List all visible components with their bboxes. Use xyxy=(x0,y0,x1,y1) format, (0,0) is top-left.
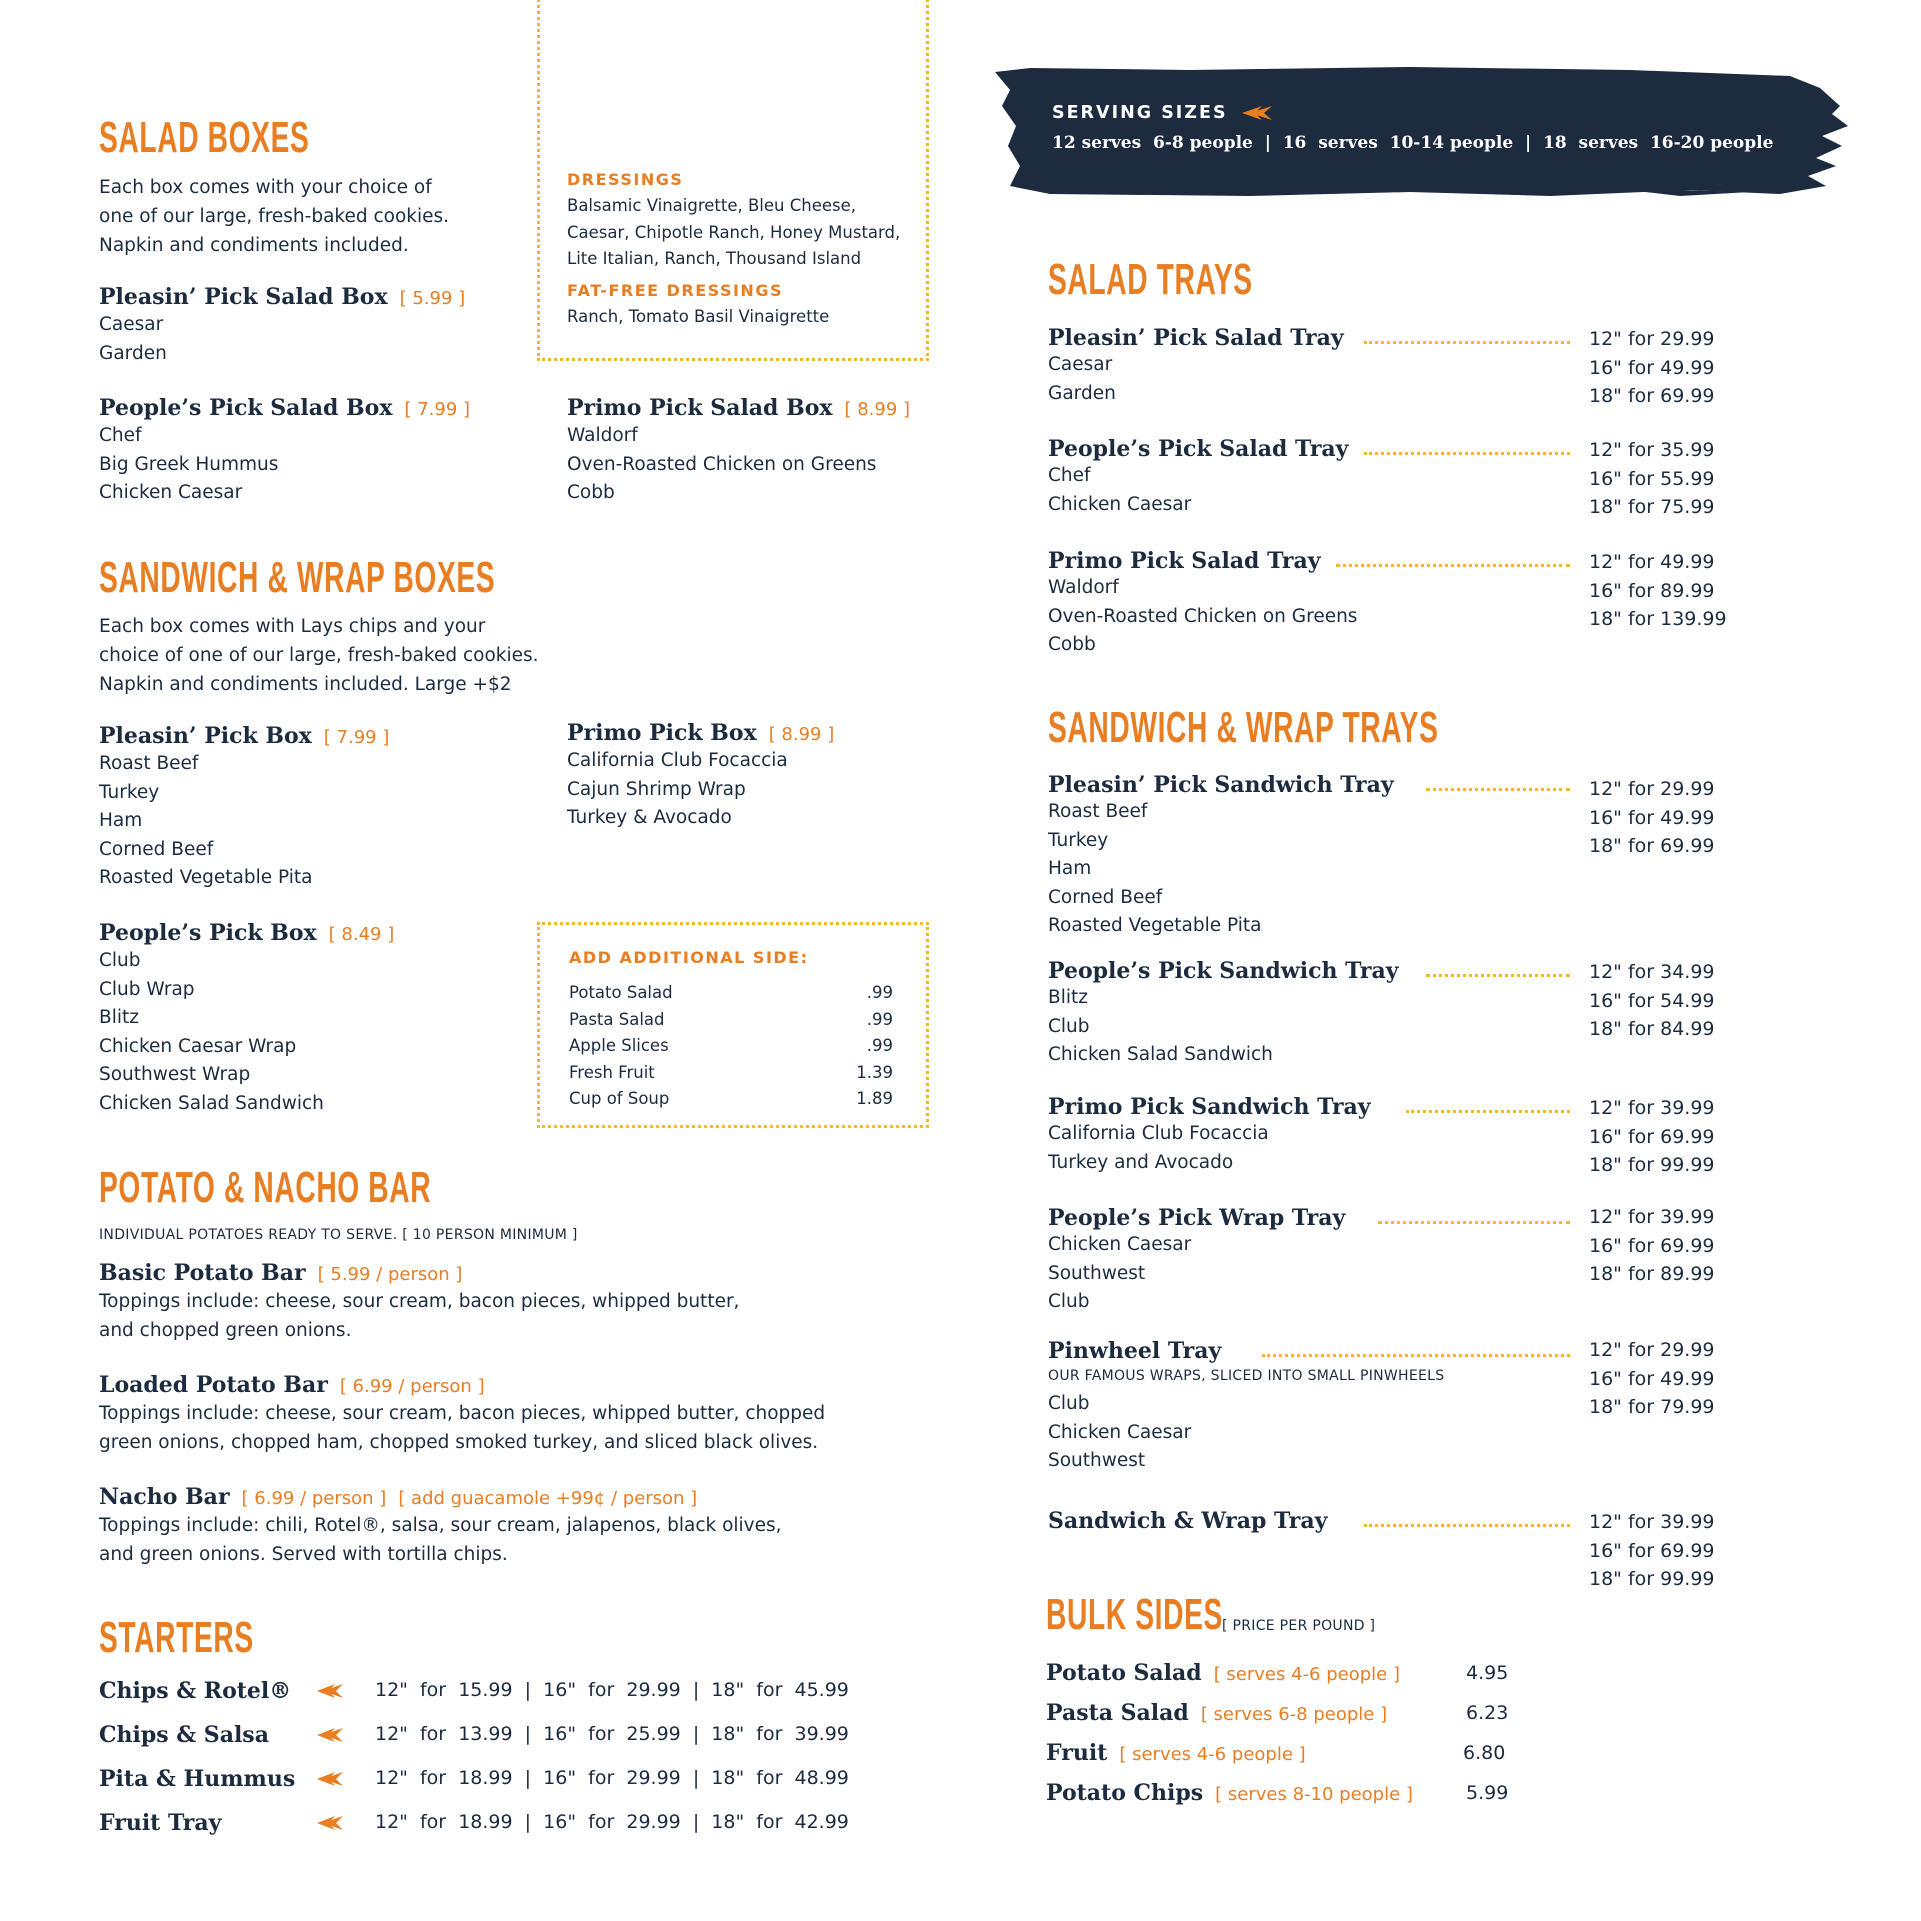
list-item: Southwest xyxy=(1048,1450,1146,1471)
bulk-side-price: 5.99 xyxy=(1466,1782,1509,1804)
bulk-side-row xyxy=(1046,1780,1413,1806)
pleasin-pick-sandwich-tray xyxy=(1048,772,1394,941)
list-item: Fresh Fruit 1.39 xyxy=(569,1062,893,1082)
size-prices: 12" for 39.99 16" for 69.99 18" for 99.99 xyxy=(1589,1511,1715,1590)
serves-note: [ serves 4-6 people ] xyxy=(1119,1744,1306,1765)
pinwheel-tray xyxy=(1048,1338,1444,1476)
list-item: Potato Salad .99 xyxy=(569,983,893,1002)
sandwich-boxes-heading: SANDWICH & WRAP BOXES xyxy=(99,553,496,602)
peoples-pick-salad-tray xyxy=(1048,436,1348,519)
guacamole-addon-price: [ add guacamole +99¢ / person ] xyxy=(398,1488,698,1509)
size-prices: 12" for 39.99 16" for 69.99 18" for 99.99 xyxy=(1589,1097,1715,1176)
fat-free-dressings-list: Ranch, Tomato Basil Vinaigrette xyxy=(567,306,830,326)
additional-side-heading: ADD ADDITIONAL SIDE: xyxy=(569,948,809,967)
list-item: Waldorf xyxy=(567,425,638,446)
list-item: Club xyxy=(1048,1291,1090,1312)
arrow-icon xyxy=(317,1683,343,1699)
starter-name: Pita & Hummus xyxy=(99,1766,296,1792)
loaded-potato-bar: Loaded Potato Bar [ 6.99 / person ] Toppings include: cheese, sour cream, bacon pieces, whipped butter, chopped green onions, chopped ham, chopped smoked turkey, and sliced black olives. xyxy=(99,1372,826,1453)
list-item: Southwest xyxy=(1048,1262,1146,1284)
primo-pick-salad-tray xyxy=(1048,548,1357,660)
item-name: People’s Pick Box xyxy=(99,920,317,946)
item-price: [ 8.49 ] xyxy=(328,924,395,945)
item-price: [ 7.99 ] xyxy=(323,727,390,748)
starter-name: Chips & Rotel® xyxy=(99,1678,292,1704)
item-price: [ 5.99 ] xyxy=(399,288,466,309)
starter-prices: 12" for 15.99 | 16" for 29.99 | 18" for 45.99 xyxy=(375,1679,849,1701)
pleasin-pick-salad-tray xyxy=(1048,325,1344,408)
item-price: [ 8.99 ] xyxy=(768,724,835,745)
list-item: Turkey and Avocado xyxy=(1048,1151,1234,1173)
item-name: People’s Pick Wrap Tray xyxy=(1048,1205,1346,1231)
item-price: [ 5.99 / person ] xyxy=(317,1264,463,1285)
list-item: Oven-Roasted Chicken on Greens xyxy=(1048,605,1358,627)
item-price: [ 6.99 / person ] xyxy=(241,1488,387,1509)
bulk-side-row xyxy=(1046,1700,1387,1726)
sandwich-trays-heading: SANDWICH & WRAP TRAYS xyxy=(1048,703,1439,752)
serving-sizes-heading: SERVING SIZES xyxy=(1052,103,1272,123)
size-prices: 12" for 29.99 16" for 49.99 18" for 79.99 xyxy=(1589,1339,1715,1418)
item-name: Pleasin’ Pick Salad Tray xyxy=(1048,325,1344,351)
bulk-side-price: 4.95 xyxy=(1466,1662,1509,1684)
item-name: People’s Pick Salad Box xyxy=(99,395,393,421)
list-item: Caesar xyxy=(99,314,164,335)
size-prices: 12" for 29.99 16" for 49.99 18" for 69.99 xyxy=(1589,328,1715,407)
item-price: [ 7.99 ] xyxy=(404,399,471,420)
dressings-list: Balsamic Vinaigrette, Bleu Cheese, Caesar, Chipotle Ranch, Honey Mustard, Lite Italian, Ranch, Thousand Island xyxy=(567,196,901,268)
size-prices: 12" for 39.99 16" for 69.99 18" for 89.99 xyxy=(1589,1206,1715,1285)
starter-name: Chips & Salsa xyxy=(99,1722,269,1748)
pleasin-pick-salad-box xyxy=(99,284,465,368)
list-item: Ham xyxy=(1048,858,1092,879)
primo-pick-salad-box xyxy=(567,395,910,508)
item-price: [ 8.99 ] xyxy=(844,399,911,420)
additional-side-box xyxy=(537,922,929,1128)
leader-dots xyxy=(1336,564,1570,567)
item-price: [ 6.99 / person ] xyxy=(339,1376,485,1397)
item-name: Potato Chips xyxy=(1046,1780,1204,1806)
list-item: Corned Beef xyxy=(1048,886,1163,908)
list-item: Chicken Caesar Wrap xyxy=(99,1035,297,1057)
serving-sizes-line: 12 serves 6-8 people | 16 serves 10-14 people | 18 serves 16-20 people xyxy=(1052,133,1774,153)
list-item: Cobb xyxy=(1048,634,1096,655)
list-item: Club xyxy=(99,950,141,971)
fat-free-dressings-heading: FAT-FREE DRESSINGS xyxy=(567,280,783,300)
peoples-pick-box xyxy=(99,920,394,1118)
item-name: Primo Pick Sandwich Tray xyxy=(1048,1094,1371,1120)
additional-side-list xyxy=(569,980,893,1113)
dressings-heading: DRESSINGS xyxy=(567,170,684,189)
leader-dots xyxy=(1262,1354,1570,1357)
list-item: Roasted Vegetable Pita xyxy=(99,867,313,888)
list-item: Turkey xyxy=(99,781,160,803)
list-item: Turkey xyxy=(1048,829,1109,851)
list-item: California Club Focaccia xyxy=(1048,1123,1269,1144)
item-name: Primo Pick Salad Box xyxy=(567,395,833,421)
pinwheel-note: OUR FAMOUS WRAPS, SLICED INTO SMALL PINWHEELS xyxy=(1048,1368,1445,1384)
starters-heading: STARTERS xyxy=(99,1613,254,1662)
item-name: People’s Pick Sandwich Tray xyxy=(1048,958,1399,984)
list-item: Garden xyxy=(1048,382,1116,404)
bulk-side-price: 6.80 xyxy=(1463,1742,1506,1764)
starter-row xyxy=(99,1766,859,1792)
size-prices: 12" for 29.99 16" for 49.99 18" for 69.99 xyxy=(1589,778,1715,857)
peoples-pick-sandwich-tray xyxy=(1048,958,1399,1070)
item-name: Primo Pick Salad Tray xyxy=(1048,548,1321,574)
list-item: Roasted Vegetable Pita xyxy=(1048,915,1262,936)
potato-nacho-heading: POTATO & NACHO BAR xyxy=(99,1163,432,1212)
item-name: Sandwich & Wrap Tray xyxy=(1048,1508,1328,1534)
peoples-pick-wrap-tray xyxy=(1048,1205,1345,1317)
size-prices: 12" for 49.99 16" for 89.99 18" for 139.99 xyxy=(1589,551,1727,630)
starter-row xyxy=(99,1810,859,1836)
list-item: Blitz xyxy=(1048,987,1088,1008)
list-item: Waldorf xyxy=(1048,577,1119,598)
item-name: Pinwheel Tray xyxy=(1048,1338,1222,1364)
leader-dots xyxy=(1406,1110,1570,1113)
primo-pick-sandwich-tray xyxy=(1048,1094,1371,1177)
item-name: Pasta Salad xyxy=(1046,1700,1189,1726)
peoples-pick-salad-box xyxy=(99,395,470,508)
list-item: Big Greek Hummus xyxy=(99,453,279,475)
item-name: People’s Pick Salad Tray xyxy=(1048,436,1349,462)
item-name: Pleasin’ Pick Sandwich Tray xyxy=(1048,772,1394,798)
size-prices: 12" for 34.99 16" for 54.99 18" for 84.99 xyxy=(1589,961,1715,1040)
sandwich-wrap-tray xyxy=(1048,1508,1327,1534)
list-item: Cup of Soup 1.89 xyxy=(569,1089,893,1108)
list-item: Cajun Shrimp Wrap xyxy=(567,778,746,800)
bulk-side-price: 6.23 xyxy=(1466,1702,1509,1724)
dressings-section xyxy=(567,170,900,330)
starter-name: Fruit Tray xyxy=(99,1810,222,1836)
list-item: Chicken Caesar xyxy=(1048,1234,1192,1255)
list-item: Roast Beef xyxy=(99,753,199,774)
leader-dots xyxy=(1364,341,1570,344)
potato-bar-note: INDIVIDUAL POTATOES READY TO SERVE. [ 10 PERSON MINIMUM ] xyxy=(99,1227,578,1243)
sandwich-boxes-description: Each box comes with Lays chips and your choice of one of our large, fresh-baked cookies. Napkin and condiments included. Large +$2 xyxy=(99,616,539,695)
item-name: Primo Pick Box xyxy=(567,720,757,746)
bulk-sides-note: [ PRICE PER POUND ] xyxy=(1222,1618,1376,1634)
leader-dots xyxy=(1426,974,1570,977)
list-item: Blitz xyxy=(99,1007,139,1028)
starter-prices: 12" for 13.99 | 16" for 25.99 | 18" for 39.99 xyxy=(375,1723,849,1745)
list-item: Roast Beef xyxy=(1048,801,1148,822)
list-item: Garden xyxy=(99,342,167,364)
nacho-bar: Nacho Bar [ 6.99 / person ] [ add guacamole +99¢ / person ] Toppings include: chili, Rotel®, salsa, sour cream, jalapenos, black olives, and green onions. Served with tortilla chips. xyxy=(99,1484,782,1565)
item-name: Potato Salad xyxy=(1046,1660,1202,1686)
arrow-icon xyxy=(317,1727,343,1743)
list-item: Caesar xyxy=(1048,354,1113,375)
salad-boxes-heading: SALAD BOXES xyxy=(99,113,310,162)
list-item: Chicken Salad Sandwich xyxy=(99,1092,324,1114)
list-item: Chef xyxy=(99,425,142,446)
serves-note: [ serves 8-10 people ] xyxy=(1215,1784,1413,1805)
list-item: Pasta Salad .99 xyxy=(569,1009,893,1029)
list-item: Turkey & Avocado xyxy=(567,807,732,828)
list-item: Club xyxy=(1048,1015,1090,1037)
list-item: Oven-Roasted Chicken on Greens xyxy=(567,453,877,475)
list-item: Cobb xyxy=(567,482,615,503)
serves-note: [ serves 4-6 people ] xyxy=(1213,1664,1400,1685)
arrow-icon xyxy=(317,1815,343,1831)
item-name: Nacho Bar xyxy=(99,1484,230,1510)
leader-dots xyxy=(1364,452,1570,455)
arrow-icon xyxy=(317,1771,343,1787)
bulk-sides-heading: BULK SIDES xyxy=(1046,1590,1223,1639)
item-name: Basic Potato Bar xyxy=(99,1260,306,1286)
starter-prices: 12" for 18.99 | 16" for 29.99 | 18" for 42.99 xyxy=(375,1811,849,1833)
item-name: Fruit xyxy=(1046,1740,1108,1766)
primo-pick-box xyxy=(567,720,834,833)
pleasin-pick-box xyxy=(99,723,389,893)
starter-prices: 12" for 18.99 | 16" for 29.99 | 18" for 48.99 xyxy=(375,1767,849,1789)
list-item: Chicken Caesar xyxy=(99,482,243,503)
bulk-side-row xyxy=(1046,1740,1306,1766)
item-name: Loaded Potato Bar xyxy=(99,1372,328,1398)
list-item: Ham xyxy=(99,810,143,831)
list-item: Corned Beef xyxy=(99,838,214,860)
salad-trays-heading: SALAD TRAYS xyxy=(1048,255,1253,304)
leader-dots xyxy=(1426,788,1570,791)
list-item: California Club Focaccia xyxy=(567,750,788,771)
size-prices: 12" for 35.99 16" for 55.99 18" for 75.99 xyxy=(1589,439,1715,518)
starter-row xyxy=(99,1722,859,1748)
list-item: Southwest Wrap xyxy=(99,1064,251,1085)
list-item: Club xyxy=(1048,1393,1090,1414)
arrow-icon xyxy=(1242,105,1272,121)
list-item: Chicken Salad Sandwich xyxy=(1048,1044,1273,1065)
salad-boxes-description: Each box comes with your choice of one of our large, fresh-baked cookies. Napkin and condiments included. xyxy=(99,177,450,256)
list-item: Chicken Caesar xyxy=(1048,1421,1192,1443)
item-name: Pleasin’ Pick Salad Box xyxy=(99,284,388,310)
bulk-side-row xyxy=(1046,1660,1400,1686)
item-name: Pleasin’ Pick Box xyxy=(99,723,312,749)
basic-potato-bar: Basic Potato Bar [ 5.99 / person ] Toppings include: cheese, sour cream, bacon pieces, whipped butter, and chopped green onions. xyxy=(99,1260,740,1341)
starter-row xyxy=(99,1678,859,1704)
serves-note: [ serves 6-8 people ] xyxy=(1200,1704,1388,1725)
leader-dots xyxy=(1364,1524,1570,1527)
list-item: Apple Slices .99 xyxy=(569,1036,893,1055)
leader-dots xyxy=(1378,1221,1570,1224)
list-item: Chef xyxy=(1048,465,1091,486)
list-item: Club Wrap xyxy=(99,978,195,1000)
list-item: Chicken Caesar xyxy=(1048,493,1192,515)
